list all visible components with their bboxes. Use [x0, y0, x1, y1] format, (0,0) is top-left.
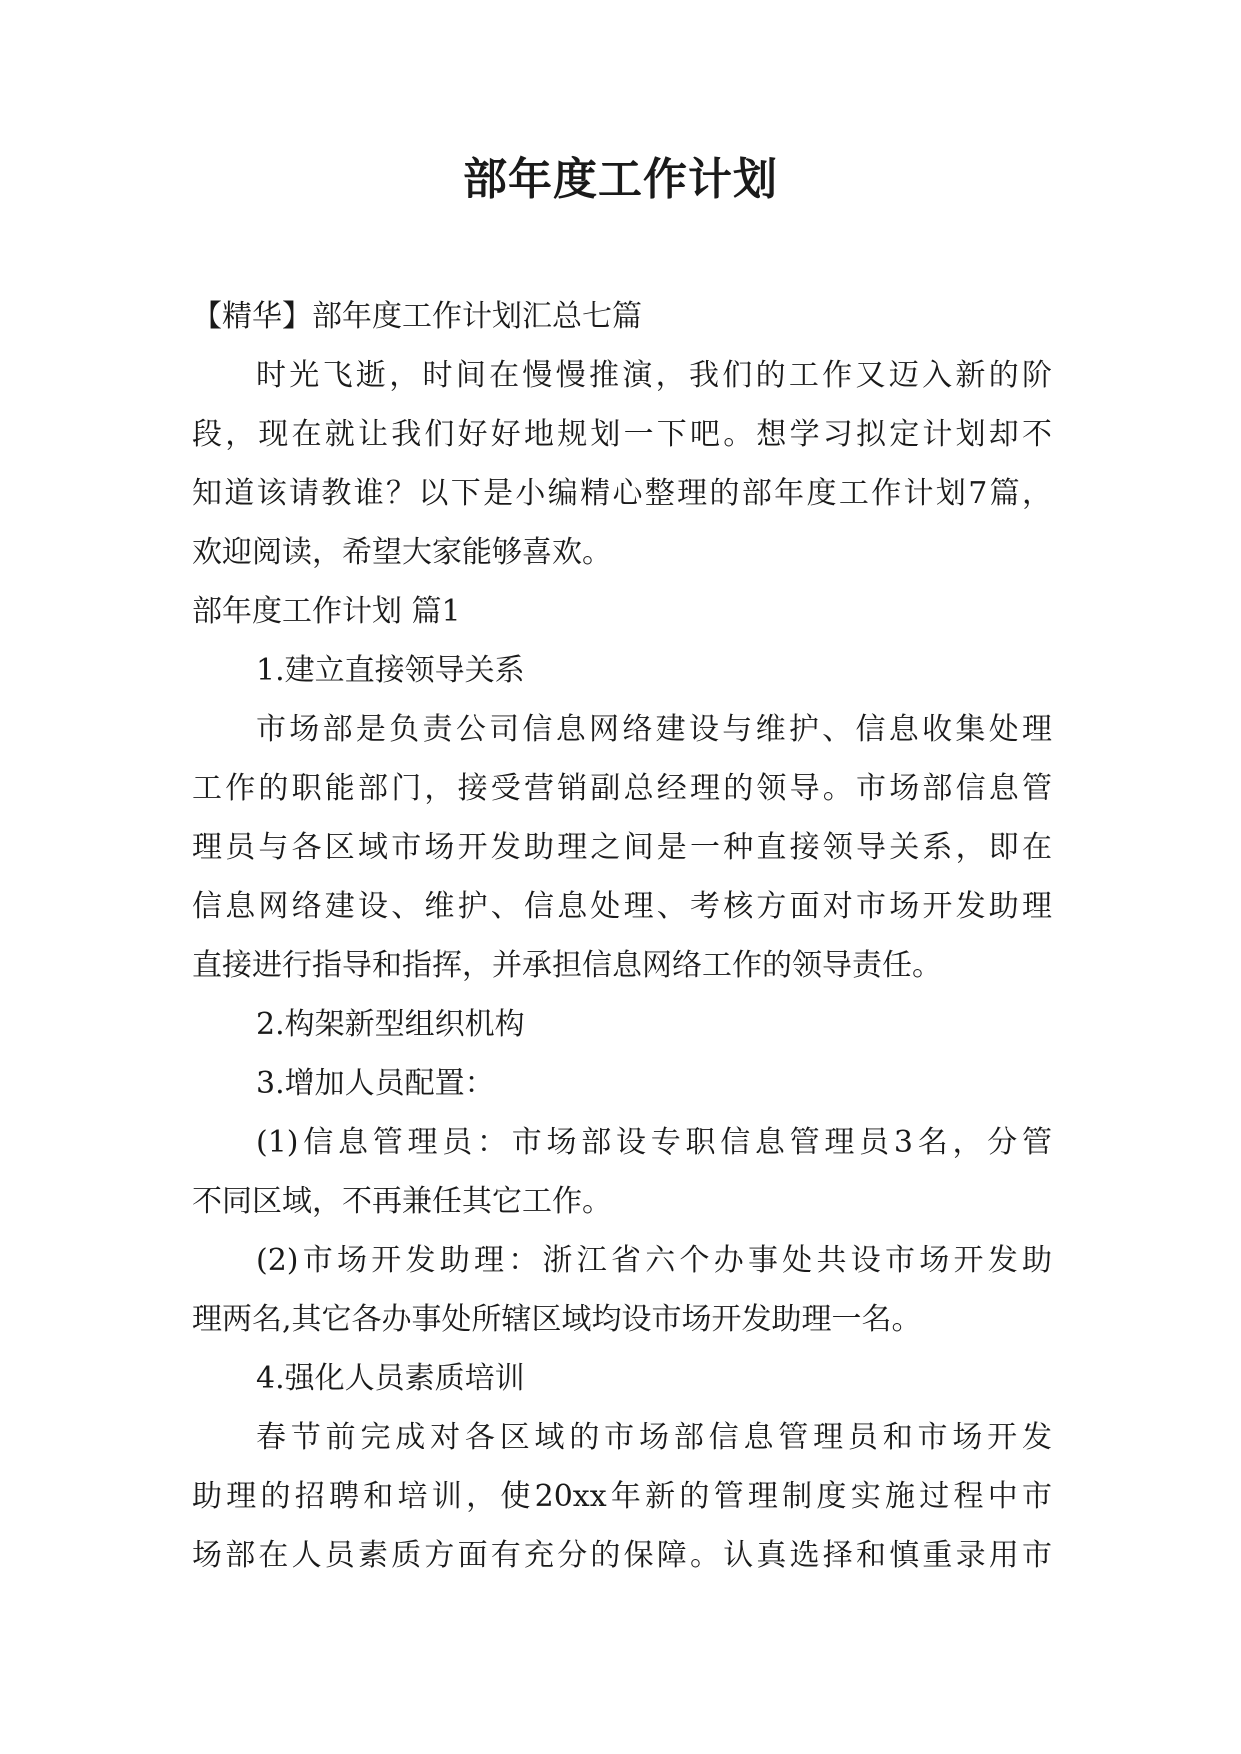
paragraph-line: 市场部是负责公司信息网络建设与维护、信息收集处理 [256, 712, 1052, 747]
paragraph-line: 春节前完成对各区域的市场部信息管理员和市场开发 [256, 1420, 1052, 1455]
paragraph-line: 不同区域，不再兼任其它工作。 [192, 1184, 612, 1219]
document-body [192, 287, 1052, 1585]
paragraph-line: 时光飞逝，时间在慢慢推演，我们的工作又迈入新的阶 [256, 358, 1052, 393]
paragraph-line: 理员与各区域市场开发助理之间是一种直接领导关系，即在 [192, 830, 1052, 865]
document-title: 部年度工作计划 [463, 154, 778, 205]
paragraph-line: 段，现在就让我们好好地规划一下吧。想学习拟定计划却不 [192, 417, 1052, 452]
paragraph-line: 场部在人员素质方面有充分的保障。认真选择和慎重录用市 [192, 1538, 1052, 1573]
paragraph-line: 欢迎阅读，希望大家能够喜欢。 [192, 535, 612, 570]
paragraph-line: 信息网络建设、维护、信息处理、考核方面对市场开发助理 [192, 889, 1052, 924]
paragraph-line: (1)信息管理员：市场部设专职信息管理员3名，分管 [256, 1125, 1052, 1160]
paragraph-line: 工作的职能部门，接受营销副总经理的领导。市场部信息管 [192, 771, 1052, 806]
paragraph-line: 3.增加人员配置： [256, 1066, 495, 1101]
paragraph-line: 知道该请教谁？以下是小编精心整理的部年度工作计划7篇， [192, 476, 1052, 511]
paragraph-line: 2.构架新型组织机构 [256, 1007, 525, 1042]
paragraph-line: (2)市场开发助理：浙江省六个办事处共设市场开发助 [256, 1243, 1052, 1278]
paragraph-line: 1.建立直接领导关系 [256, 653, 525, 688]
paragraph-line: 【精华】部年度工作计划汇总七篇 [192, 299, 642, 334]
paragraph-line: 4.强化人员素质培训 [256, 1361, 525, 1396]
paragraph-line: 理两名,其它各办事处所辖区域均设市场开发助理一名。 [192, 1302, 922, 1337]
paragraph-line: 助理的招聘和培训，使20xx年新的管理制度实施过程中市 [192, 1479, 1052, 1514]
paragraph-line: 直接进行指导和指挥，并承担信息网络工作的领导责任。 [192, 948, 942, 983]
paragraph-line: 部年度工作计划 篇1 [192, 594, 461, 629]
